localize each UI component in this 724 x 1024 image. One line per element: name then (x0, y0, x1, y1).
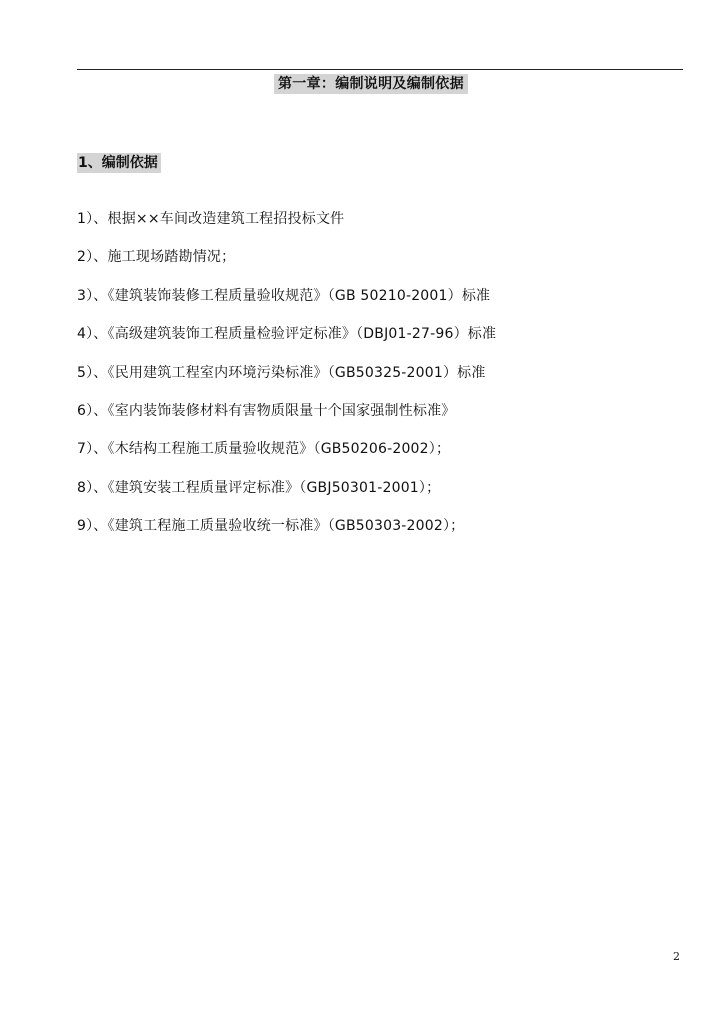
header-rule (77, 69, 683, 70)
reference-item-3: 3）、《建筑装饰装修工程质量验收规范》（GB 50210-2001）标准 (77, 287, 491, 304)
reference-item-5: 5）、《民用建筑工程室内环境污染标准》（GB50325-2001）标准 (77, 364, 486, 381)
reference-item-8: 8）、《建筑安装工程质量评定标准》（GBJ50301-2001）； (77, 479, 441, 496)
reference-item-2: 2）、施工现场踏勘情况； (77, 249, 236, 266)
chapter-title: 第一章：编制说明及编制依据 (274, 74, 468, 94)
section-heading: 1、编制依据 (77, 153, 161, 173)
reference-item-4: 4）、《高级建筑装饰工程质量检验评定标准》（DBJ01-27-96）标准 (77, 326, 497, 343)
reference-item-1: 1）、根据××车间改造建筑工程招投标文件 (77, 211, 345, 227)
reference-item-6: 6）、《室内装饰装修材料有害物质限量十个国家强制性标准》 (77, 402, 456, 419)
reference-list (77, 206, 496, 552)
page-number: 2 (673, 950, 680, 963)
reference-item-7: 7）、《木结构工程施工质量验收规范》（GB50206-2002）； (77, 441, 451, 458)
reference-item-9: 9）、《建筑工程施工质量验收统一标准》（GB50303-2002）； (77, 518, 465, 535)
